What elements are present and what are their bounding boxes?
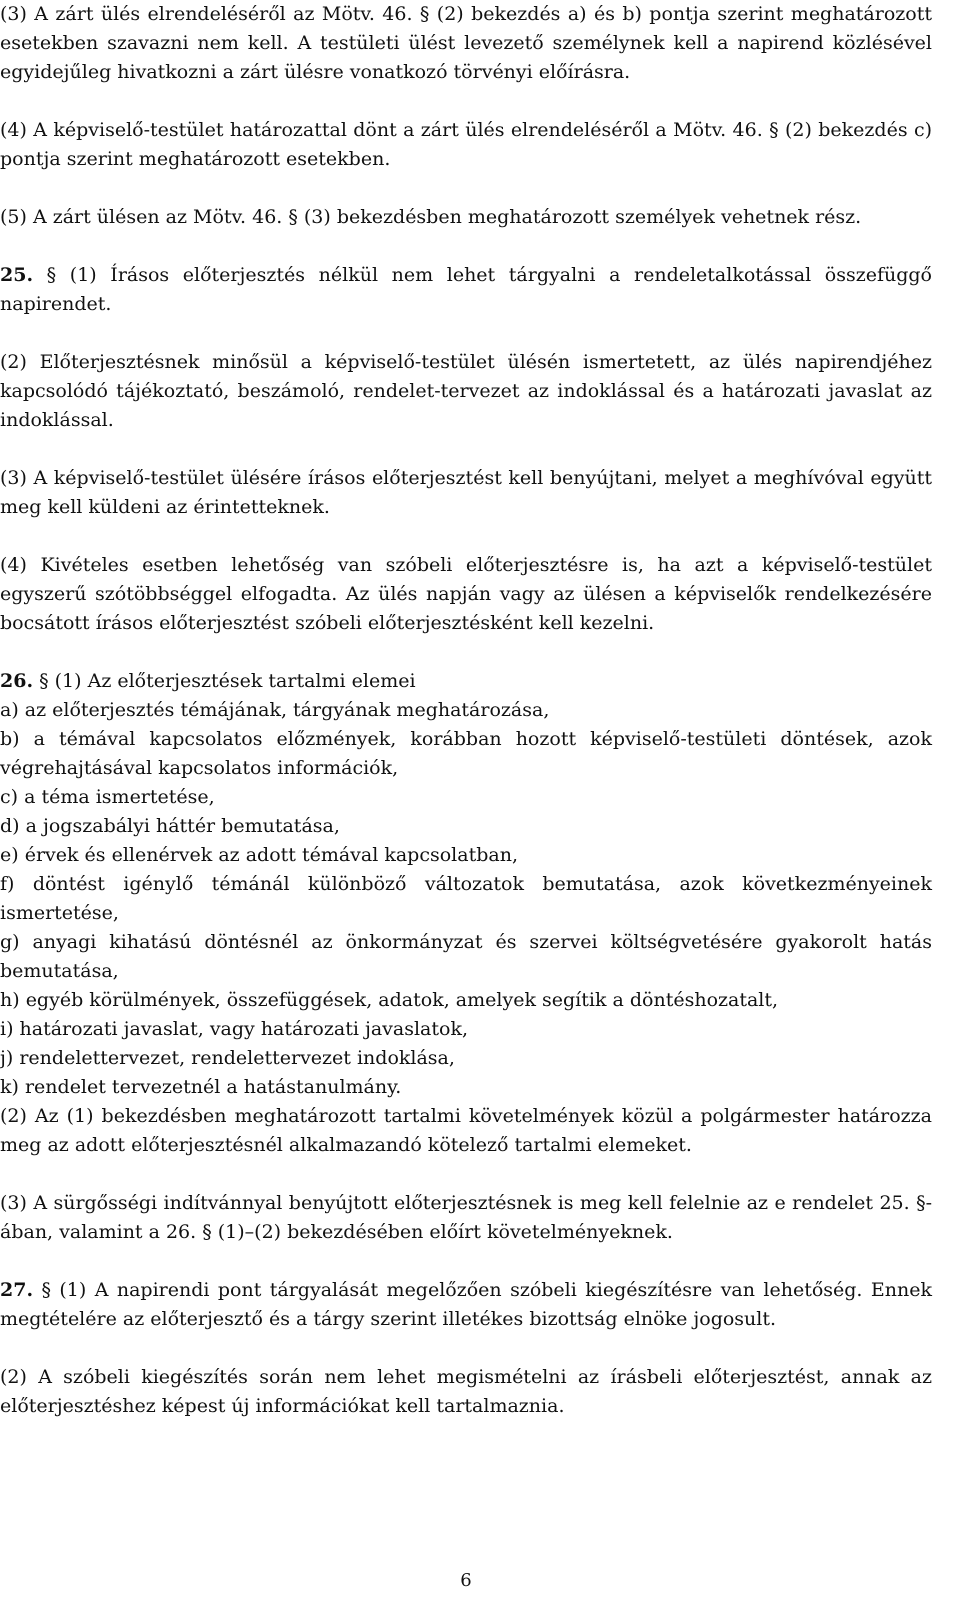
list-item: g) anyagi kihatású döntésnél az önkormányzat és szervei költségvetésére gyakorolt hatás bemutatása, (0, 931, 932, 982)
list-item: f) döntést igénylő témánál különböző változatok bemutatása, azok következményeinek ismertetése, (0, 873, 932, 924)
list-item: j) rendelettervezet, rendelettervezet indoklása, (0, 1047, 455, 1069)
section-number-26: 26. (0, 670, 34, 692)
list-item: c) a téma ismertetése, (0, 786, 215, 808)
paragraph-24-4: (4) A képviselő-testület határozattal dönt a zárt ülés elrendeléséről a Mötv. 46. § (2) bekezdés c) pontja szerint meghatározott esetekben. (0, 119, 932, 170)
section-26-paragraph-3: (3) A sürgősségi indítvánnyal benyújtott előterjesztésnek is meg kell felelnie az e rendelet 25. §-ában, valamint a 26. § (1)–(2) bekezdésében előírt követelményeknek. (0, 1192, 932, 1243)
list-item: h) egyéb körülmények, összefüggések, adatok, amelyek segítik a döntéshozatalt, (0, 989, 779, 1011)
section-number-25: 25. (0, 264, 34, 286)
section-25-text-1: § (1) Írásos előterjesztés nélkül nem lehet tárgyalni a rendeletalkotással összefüggő napirendet. (0, 264, 932, 315)
section-number-27: 27. (0, 1279, 34, 1301)
section-26-intro: § (1) Az előterjesztések tartalmi elemei (33, 670, 416, 692)
section-25-paragraph-3: (3) A képviselő-testület ülésére írásos előterjesztést kell benyújtani, melyet a meghívóval együtt meg kell küldeni az érintetteknek. (0, 467, 932, 518)
section-26-paragraph-2: (2) Az (1) bekezdésben meghatározott tartalmi követelmények közül a polgármester határozza meg az adott előterjesztésnél alkalmazandó kötelező tartalmi elemeket. (0, 1105, 932, 1156)
list-item: i) határozati javaslat, vagy határozati javaslatok, (0, 1018, 469, 1040)
section-25-paragraph-1 (0, 261, 932, 319)
section-26-item-list (0, 696, 932, 1102)
paragraph-24-3: (3) A zárt ülés elrendeléséről az Mötv. 46. § (2) bekezdés a) és b) pontja szerint meghatározott esetekben szavazni nem kell. A testületi ülést levezető személynek kell a napirend közlésével egyidejűleg hivatkozni a zárt ülésre vonatkozó törvényi előírásra. (0, 3, 932, 83)
list-item: b) a témával kapcsolatos előzmények, korábban hozott képviselő-testületi döntések, azok végrehajtásával kapcsolatos információk, (0, 728, 932, 779)
section-26-paragraph-1 (0, 667, 932, 696)
section-27-paragraph-2: (2) A szóbeli kiegészítés során nem lehet megismételni az írásbeli előterjesztést, annak az előterjesztéshez képest új információkat kell tartalmaznia. (0, 1366, 932, 1417)
section-25-paragraph-2: (2) Előterjesztésnek minősül a képviselő-testület ülésén ismertetett, az ülés napirendjéhez kapcsolódó tájékoztató, beszámoló, rendelet-tervezet az indoklással és a határozati javaslat az indoklással. (0, 351, 932, 431)
page-number: 6 (460, 1570, 472, 1591)
section-27-text-1: § (1) A napirendi pont tárgyalását megelőzően szóbeli kiegészítésre van lehetőség. Ennek megtételére az előterjesztő és a tárgy szerint illetékes bizottság elnöke jogosult. (0, 1279, 932, 1330)
section-25-paragraph-4: (4) Kivételes esetben lehetőség van szóbeli előterjesztésre is, ha azt a képviselő-testület egyszerű szótöbbséggel elfogadta. Az ülés napján vagy az ülésen a képviselők rendelkezésére bocsátott írásos előterjesztést szóbeli előterjesztésként kell kezelni. (0, 554, 932, 634)
section-27-paragraph-1 (0, 1276, 932, 1334)
paragraph-24-5: (5) A zárt ülésen az Mötv. 46. § (3) bekezdésben meghatározott személyek vehetnek rész. (0, 206, 862, 228)
list-item: e) érvek és ellenérvek az adott témával kapcsolatban, (0, 844, 518, 866)
list-item: a) az előterjesztés témájának, tárgyának meghatározása, (0, 699, 550, 721)
list-item: k) rendelet tervezetnél a hatástanulmány. (0, 1076, 402, 1098)
list-item: d) a jogszabályi háttér bemutatása, (0, 815, 340, 837)
